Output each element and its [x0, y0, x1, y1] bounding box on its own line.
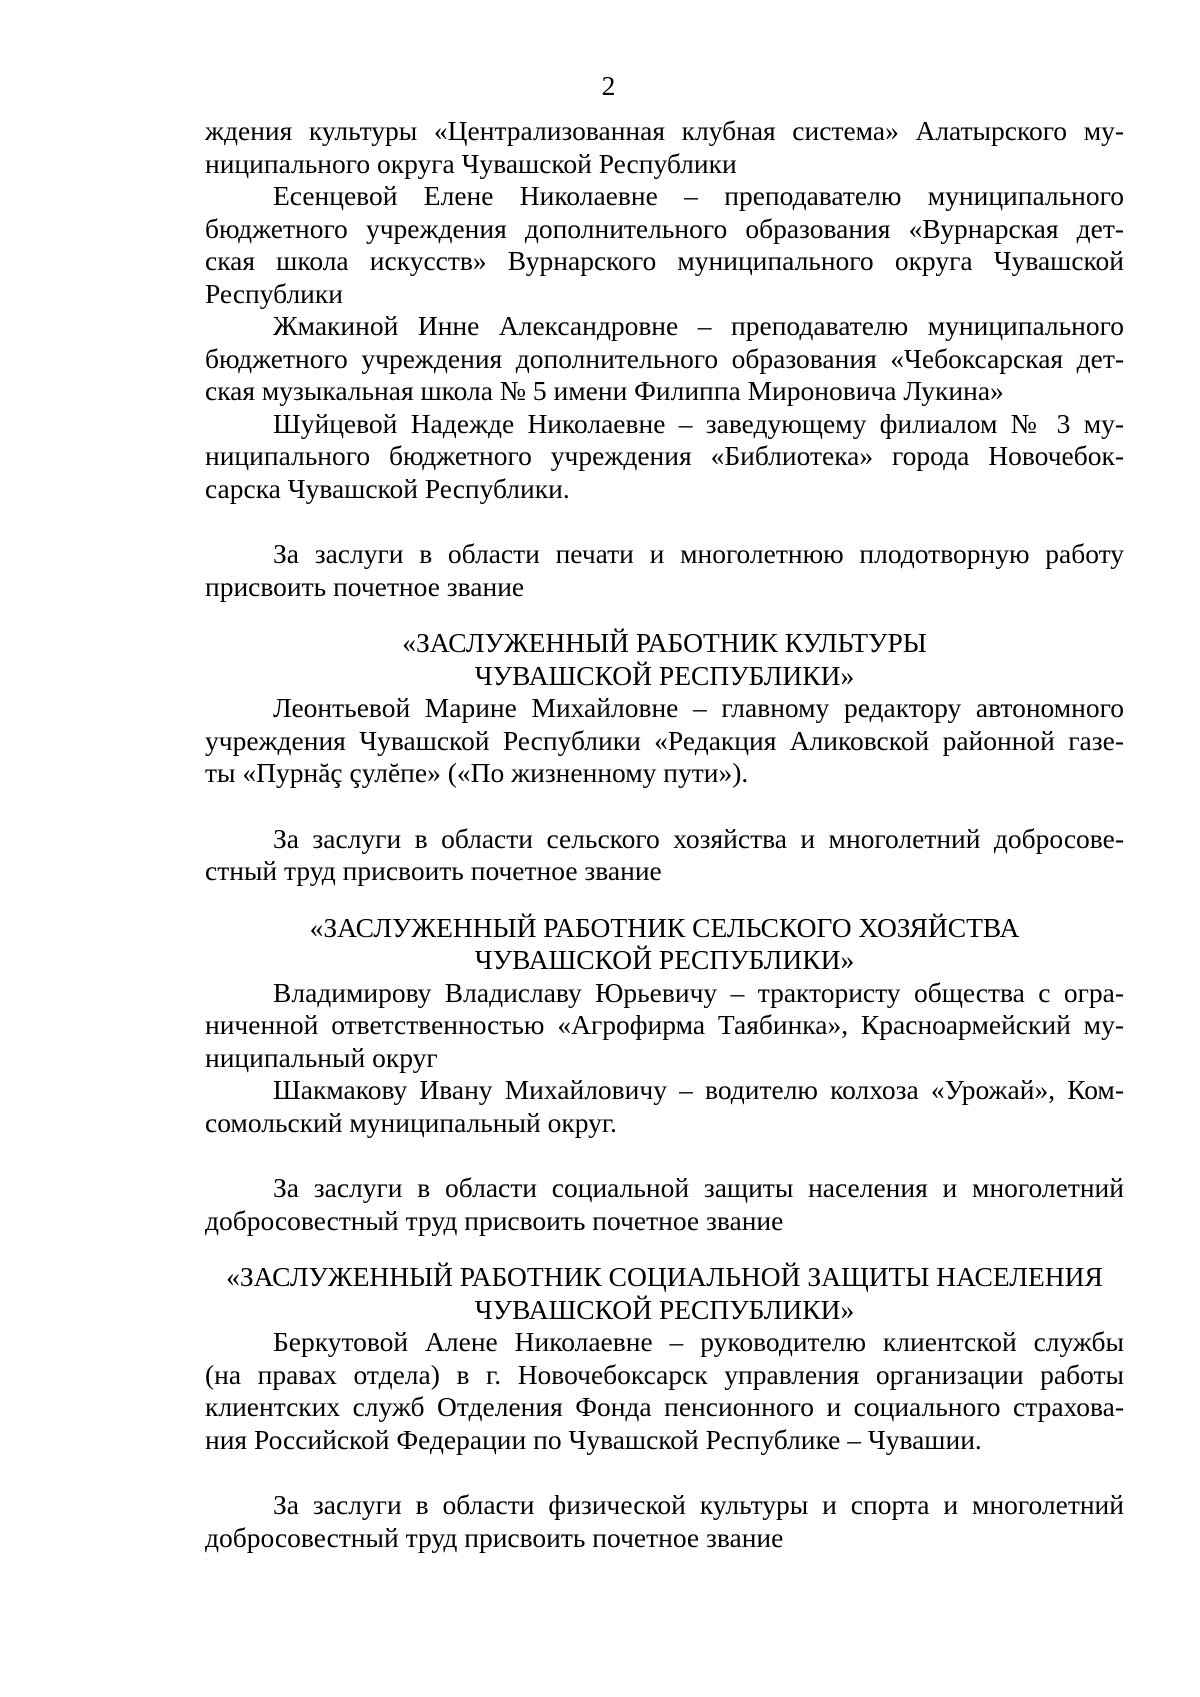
- text-line: Шакмакову Ивану Михайловичу – водителю колхоза «Урожай», Ком-: [273, 1074, 1124, 1105]
- text-line: бюджетного учреждения дополнительного образования «Вурнарская дет-: [205, 212, 1124, 244]
- title-line: ЧУВАШСКОЙ РЕСПУБЛИКИ»: [474, 944, 855, 975]
- text-line: Республики: [205, 277, 343, 309]
- text-line: За заслуги в области социальной защиты населения и многолетний: [273, 1172, 1124, 1203]
- document-body: [205, 115, 1124, 1554]
- text-line: Шуйцевой Надежде Николаевне – заведующему филиалом № 3 му-: [273, 407, 1124, 439]
- text-line: Владимирову Владиславу Юрьевичу – трактористу общества с огра-: [273, 976, 1124, 1008]
- paragraph-gap: [205, 790, 1124, 823]
- text-line: За заслуги в области сельского хозяйства и многолетний добросове-: [273, 822, 1124, 854]
- text-line: учреждения Чувашской Республики «Редакция Аликовской районной газе-: [205, 724, 1124, 756]
- text-line: Есенцевой Елене Николаевне – преподавателю муниципального: [273, 180, 1124, 211]
- text-line: добросовестный труд присвоить почетное звание: [205, 1204, 784, 1236]
- title-line: ЧУВАШСКОЙ РЕСПУБЛИКИ»: [474, 1293, 855, 1325]
- text-line: клиентских служб Отделения Фонда пенсионного и социального страхова-: [205, 1391, 1124, 1422]
- text-line: стный труд присвоить почетное звание: [205, 855, 662, 886]
- paragraph-gap: [205, 603, 1124, 627]
- paragraph-gap: [205, 505, 1124, 538]
- text-line: сомольский муниципальный округ.: [205, 1106, 617, 1138]
- text-line: ниципального округа Чувашской Республики: [205, 147, 737, 179]
- title-line: «ЗАСЛУЖЕННЫЙ РАБОТНИК СОЦИАЛЬНОЙ ЗАЩИТЫ НАСЕЛЕНИЯ: [226, 1261, 1103, 1292]
- text-line: ниченной ответственностью «Агрофирма Таябинка», Красноармейский му-: [205, 1009, 1124, 1040]
- title-line: «ЗАСЛУЖЕННЫЙ РАБОТНИК КУЛЬТУРЫ: [402, 627, 927, 658]
- text-line: Леонтьевой Марине Михайловне – главному редактору автономного: [273, 692, 1124, 723]
- paragraph-gap: [205, 1456, 1124, 1489]
- text-line: добросовестный труд присвоить почетное звание: [205, 1521, 784, 1553]
- title-line: ЧУВАШСКОЙ РЕСПУБЛИКИ»: [474, 659, 855, 691]
- text-line: ждения культуры «Централизованная клубная система» Алатырского му-: [205, 115, 1124, 146]
- text-line: присвоить почетное звание: [205, 570, 525, 602]
- paragraph-gap: [205, 1139, 1124, 1172]
- title-line: «ЗАСЛУЖЕННЫЙ РАБОТНИК СЕЛЬСКОГО ХОЗЯЙСТВА: [309, 911, 1020, 943]
- text-line: ния Российской Федерации по Чувашской Республике – Чувашии.: [205, 1423, 982, 1455]
- text-line: ты «Пурнăç çулĕпе» («По жизненному пути»).: [205, 757, 749, 788]
- text-line: ниципального бюджетного учреждения «Библиотека» города Новочебок-: [205, 440, 1124, 471]
- text-line: сарска Чувашской Республики.: [205, 472, 570, 504]
- text-line: За заслуги в области печати и многолетнюю плодотворную работу: [273, 538, 1124, 569]
- text-line: ниципальный округ: [205, 1041, 438, 1073]
- text-line: Беркутовой Алене Николаевне – руководителю клиентской службы: [273, 1326, 1124, 1357]
- page-number: 2: [601, 70, 616, 101]
- text-line: (на правах отдела) в г. Новочебоксарск управления организации работы: [205, 1358, 1124, 1390]
- text-line: За заслуги в области физической культуры и спорта и многолетний: [273, 1489, 1124, 1520]
- text-line: бюджетного учреждения дополнительного образования «Чебоксарская дет-: [205, 342, 1124, 374]
- text-line: ская школа искусств» Вурнарского муниципального округа Чувашской: [205, 245, 1124, 276]
- paragraph-gap: [205, 888, 1124, 912]
- text-line: Жмакиной Инне Александровне – преподавателю муниципального: [273, 310, 1124, 341]
- text-line: ская музыкальная школа № 5 имени Филиппа Мироновича Лукина»: [205, 375, 1004, 406]
- paragraph-gap: [205, 1237, 1124, 1261]
